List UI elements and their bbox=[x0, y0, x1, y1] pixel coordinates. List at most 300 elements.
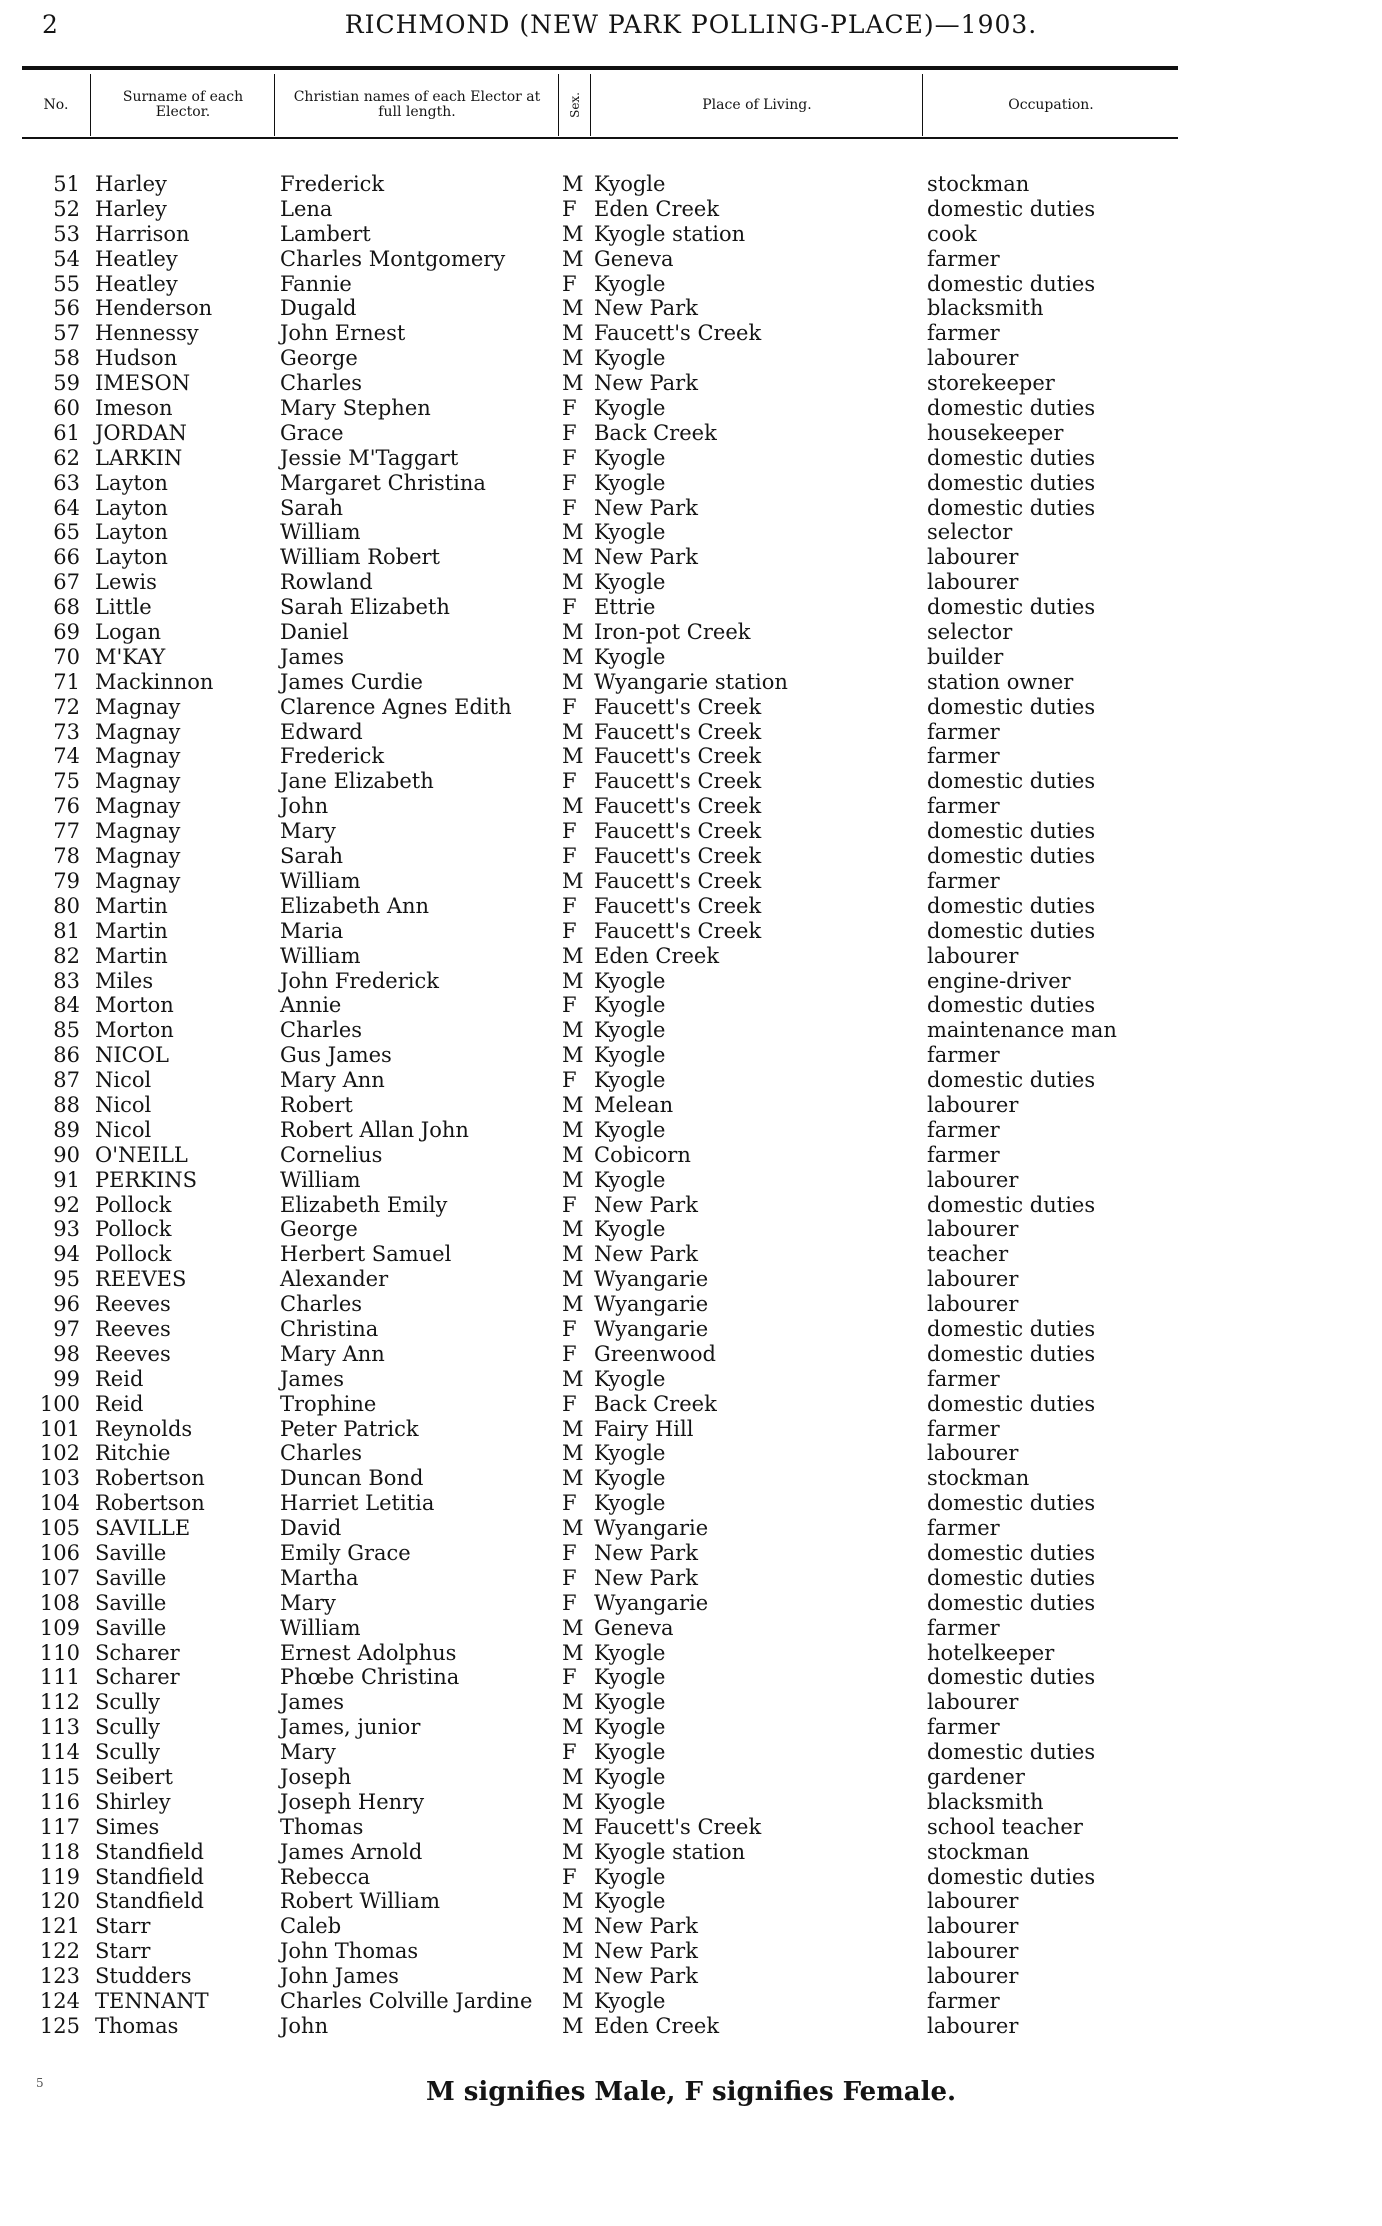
elector-occupation: labourer bbox=[927, 1690, 1019, 1715]
elector-surname: Reynolds bbox=[95, 1416, 193, 1441]
elector-occupation: station owner bbox=[927, 669, 1074, 694]
elector-place-of-living: New Park bbox=[594, 1242, 698, 1267]
table-row bbox=[0, 321, 1382, 346]
elector-number: 117 bbox=[39, 1814, 80, 1839]
elector-surname: Imeson bbox=[95, 396, 173, 421]
elector-sex: F bbox=[562, 1665, 577, 1690]
elector-christian-names: Fannie bbox=[280, 271, 352, 296]
table-row bbox=[0, 1043, 1382, 1068]
elector-christian-names: Sarah Elizabeth bbox=[280, 595, 450, 620]
elector-christian-names: Charles bbox=[280, 1441, 363, 1466]
elector-number: 65 bbox=[53, 520, 80, 545]
elector-place-of-living: Kyogle bbox=[594, 1889, 666, 1914]
elector-place-of-living: Faucett's Creek bbox=[594, 893, 762, 918]
elector-occupation: domestic duties bbox=[927, 1491, 1096, 1516]
elector-place-of-living: Kyogle bbox=[594, 1765, 666, 1789]
elector-surname: Pollock bbox=[95, 1242, 172, 1267]
elector-place-of-living: Faucett's Creek bbox=[594, 719, 762, 744]
elector-occupation: farmer bbox=[927, 719, 1000, 744]
header-separator bbox=[922, 74, 923, 136]
table-row bbox=[0, 1342, 1382, 1367]
elector-place-of-living: Kyogle bbox=[594, 1441, 666, 1466]
elector-surname: Scharer bbox=[95, 1640, 180, 1665]
elector-number: 53 bbox=[53, 221, 80, 246]
elector-occupation: farmer bbox=[927, 246, 1000, 271]
table-row bbox=[0, 172, 1382, 197]
elector-christian-names: James bbox=[280, 1366, 345, 1391]
table-row bbox=[0, 1267, 1382, 1292]
elector-place-of-living: Kyogle bbox=[594, 1690, 666, 1715]
table-row bbox=[0, 222, 1382, 247]
elector-occupation: farmer bbox=[927, 794, 1000, 819]
elector-occupation: domestic duties bbox=[927, 1391, 1096, 1416]
elector-christian-names: Caleb bbox=[280, 1914, 342, 1939]
elector-place-of-living: Kyogle bbox=[594, 1366, 666, 1391]
elector-number: 61 bbox=[53, 420, 80, 445]
elector-occupation: farmer bbox=[927, 1516, 1000, 1541]
elector-surname: Starr bbox=[95, 1939, 151, 1964]
elector-place-of-living: New Park bbox=[594, 495, 698, 520]
elector-place-of-living: Kyogle bbox=[594, 1740, 666, 1765]
table-row bbox=[0, 595, 1382, 620]
elector-place-of-living: Greenwood bbox=[594, 1341, 716, 1366]
elector-christian-names: Dugald bbox=[280, 296, 357, 321]
header-rule-top bbox=[22, 66, 1178, 70]
elector-number: 57 bbox=[53, 321, 80, 346]
elector-sex: F bbox=[562, 1590, 577, 1615]
elector-surname: Layton bbox=[95, 545, 168, 570]
table-row bbox=[0, 1441, 1382, 1466]
elector-number: 62 bbox=[53, 445, 80, 470]
elector-number: 75 bbox=[53, 769, 80, 794]
elector-surname: Saville bbox=[95, 1590, 167, 1615]
column-header-sex bbox=[560, 74, 590, 136]
elector-christian-names: William bbox=[280, 868, 361, 893]
elector-number: 122 bbox=[39, 1939, 80, 1964]
elector-place-of-living: Eden Creek bbox=[594, 943, 720, 968]
elector-number: 111 bbox=[39, 1665, 80, 1690]
table-row bbox=[0, 1093, 1382, 1118]
table-row bbox=[0, 272, 1382, 297]
elector-place-of-living: Iron-pot Creek bbox=[594, 620, 751, 645]
elector-place-of-living: Geneva bbox=[594, 1615, 674, 1640]
elector-place-of-living: Kyogle bbox=[594, 346, 666, 371]
table-row bbox=[0, 794, 1382, 819]
elector-sex: F bbox=[562, 893, 577, 918]
elector-christian-names: John Frederick bbox=[280, 968, 439, 993]
elector-sex: M bbox=[562, 545, 584, 570]
table-row bbox=[0, 396, 1382, 421]
elector-sex: M bbox=[562, 1267, 584, 1292]
elector-occupation: domestic duties bbox=[927, 1740, 1096, 1765]
elector-number: 105 bbox=[39, 1516, 80, 1541]
elector-christian-names: Sarah bbox=[280, 495, 343, 520]
elector-number: 112 bbox=[39, 1690, 80, 1715]
elector-occupation: labourer bbox=[927, 1292, 1019, 1317]
elector-christian-names: Christina bbox=[280, 1316, 379, 1341]
elector-christian-names: John bbox=[280, 794, 329, 819]
elector-occupation: housekeeper bbox=[927, 420, 1064, 445]
table-row bbox=[0, 471, 1382, 496]
table-row bbox=[0, 247, 1382, 272]
elector-christian-names: Jessie M'Taggart bbox=[280, 445, 459, 470]
elector-occupation: gardener bbox=[927, 1765, 1025, 1789]
elector-christian-names: James bbox=[280, 1690, 345, 1715]
elector-number: 110 bbox=[39, 1640, 80, 1665]
elector-number: 54 bbox=[53, 246, 80, 271]
elector-place-of-living: New Park bbox=[594, 1914, 698, 1939]
table-row bbox=[0, 197, 1382, 222]
elector-place-of-living: Kyogle bbox=[594, 1715, 666, 1740]
table-row bbox=[0, 1840, 1382, 1865]
elector-sex: M bbox=[562, 1715, 584, 1740]
elector-surname: Magnay bbox=[95, 819, 181, 844]
elector-occupation: blacksmith bbox=[927, 296, 1044, 321]
elector-surname: Nicol bbox=[95, 1068, 152, 1093]
elector-place-of-living: New Park bbox=[594, 545, 698, 570]
elector-sex: M bbox=[562, 1789, 584, 1814]
elector-christian-names: David bbox=[280, 1516, 342, 1541]
elector-sex: F bbox=[562, 595, 577, 620]
elector-place-of-living: New Park bbox=[594, 1939, 698, 1964]
elector-sex: F bbox=[562, 769, 577, 794]
elector-christian-names: Jane Elizabeth bbox=[280, 769, 434, 794]
elector-surname: Lewis bbox=[95, 570, 157, 595]
table-row bbox=[0, 1566, 1382, 1591]
elector-number: 90 bbox=[53, 1142, 80, 1167]
elector-number: 98 bbox=[53, 1341, 80, 1366]
elector-number: 83 bbox=[53, 968, 80, 993]
elector-occupation: farmer bbox=[927, 1142, 1000, 1167]
elector-occupation: domestic duties bbox=[927, 1864, 1096, 1889]
elector-number: 116 bbox=[39, 1789, 80, 1814]
elector-surname: Ritchie bbox=[95, 1441, 171, 1466]
elector-sex: M bbox=[562, 172, 584, 196]
elector-christian-names: James bbox=[280, 644, 345, 669]
elector-occupation: blacksmith bbox=[927, 1789, 1044, 1814]
elector-christian-names: Charles Montgomery bbox=[280, 246, 506, 271]
elector-sex: M bbox=[562, 371, 584, 396]
elector-number: 72 bbox=[53, 694, 80, 719]
elector-sex: M bbox=[562, 1167, 584, 1192]
elector-occupation: farmer bbox=[927, 1117, 1000, 1142]
elector-surname: Reeves bbox=[95, 1292, 171, 1317]
elector-place-of-living: Kyogle bbox=[594, 1640, 666, 1665]
elector-surname: Logan bbox=[95, 620, 162, 645]
elector-sex: F bbox=[562, 1192, 577, 1217]
elector-number: 73 bbox=[53, 719, 80, 744]
elector-place-of-living: New Park bbox=[594, 296, 698, 321]
elector-number: 78 bbox=[53, 844, 80, 869]
elector-place-of-living: Kyogle bbox=[594, 271, 666, 296]
elector-sex: M bbox=[562, 1043, 584, 1068]
elector-christian-names: James Curdie bbox=[280, 669, 423, 694]
elector-christian-names: Annie bbox=[280, 993, 342, 1018]
elector-occupation: selector bbox=[927, 620, 1013, 645]
elector-sex: M bbox=[562, 1018, 584, 1043]
elector-sex: M bbox=[562, 1366, 584, 1391]
table-row bbox=[0, 1914, 1382, 1939]
elector-surname: Martin bbox=[95, 943, 168, 968]
elector-number: 124 bbox=[39, 1989, 80, 2014]
elector-place-of-living: Faucett's Creek bbox=[594, 321, 762, 346]
elector-number: 82 bbox=[53, 943, 80, 968]
elector-surname: Harley bbox=[95, 172, 167, 196]
elector-christian-names: William bbox=[280, 943, 361, 968]
elector-christian-names: Frederick bbox=[280, 744, 385, 769]
elector-christian-names: Gus James bbox=[280, 1043, 392, 1068]
table-row bbox=[0, 1715, 1382, 1740]
elector-sex: M bbox=[562, 570, 584, 595]
elector-christian-names: John Thomas bbox=[280, 1939, 419, 1964]
table-row bbox=[0, 1217, 1382, 1242]
elector-occupation: domestic duties bbox=[927, 769, 1096, 794]
elector-sex: M bbox=[562, 1441, 584, 1466]
elector-occupation: domestic duties bbox=[927, 495, 1096, 520]
elector-number: 84 bbox=[53, 993, 80, 1018]
elector-occupation: domestic duties bbox=[927, 1192, 1096, 1217]
elector-number: 64 bbox=[53, 495, 80, 520]
elector-place-of-living: New Park bbox=[594, 1540, 698, 1565]
elector-occupation: selector bbox=[927, 520, 1013, 545]
elector-occupation: domestic duties bbox=[927, 694, 1096, 719]
elector-occupation: labourer bbox=[927, 1267, 1019, 1292]
table-row bbox=[0, 1665, 1382, 1690]
elector-number: 69 bbox=[53, 620, 80, 645]
elector-surname: Nicol bbox=[95, 1092, 152, 1117]
elector-place-of-living: New Park bbox=[594, 1565, 698, 1590]
elector-sex: M bbox=[562, 1292, 584, 1317]
elector-sex: F bbox=[562, 420, 577, 445]
elector-number: 58 bbox=[53, 346, 80, 371]
elector-christian-names: Elizabeth Ann bbox=[280, 893, 430, 918]
elector-surname: Magnay bbox=[95, 744, 181, 769]
table-row bbox=[0, 545, 1382, 570]
elector-surname: Heatley bbox=[95, 271, 178, 296]
elector-christian-names: Mary bbox=[280, 1590, 336, 1615]
elector-number: 87 bbox=[53, 1068, 80, 1093]
table-row bbox=[0, 1964, 1382, 1989]
elector-occupation: labourer bbox=[927, 346, 1019, 371]
elector-occupation: labourer bbox=[927, 2013, 1019, 2038]
elector-sex: F bbox=[562, 819, 577, 844]
header-separator bbox=[274, 74, 275, 136]
elector-number: 113 bbox=[39, 1715, 80, 1740]
elector-christian-names: William bbox=[280, 1167, 361, 1192]
elector-christian-names: Cornelius bbox=[280, 1142, 383, 1167]
elector-surname: Harrison bbox=[95, 221, 190, 246]
column-header-occupation: Occupation. bbox=[1008, 96, 1094, 113]
table-row bbox=[0, 695, 1382, 720]
header-rule-bottom bbox=[22, 137, 1178, 139]
elector-place-of-living: Faucett's Creek bbox=[594, 794, 762, 819]
table-row bbox=[0, 1790, 1382, 1815]
elector-surname: O'NEILL bbox=[95, 1142, 188, 1167]
elector-christian-names: Duncan Bond bbox=[280, 1466, 424, 1491]
elector-number: 68 bbox=[53, 595, 80, 620]
elector-number: 96 bbox=[53, 1292, 80, 1317]
elector-christian-names: Mary Ann bbox=[280, 1068, 385, 1093]
elector-sex: F bbox=[562, 918, 577, 943]
elector-number: 97 bbox=[53, 1316, 80, 1341]
elector-sex: M bbox=[562, 321, 584, 346]
table-row bbox=[0, 1068, 1382, 1093]
elector-sex: F bbox=[562, 1068, 577, 1093]
elector-occupation: labourer bbox=[927, 1441, 1019, 1466]
elector-sex: M bbox=[562, 1516, 584, 1541]
column-header-no: No. bbox=[43, 96, 69, 113]
elector-surname: Miles bbox=[95, 968, 154, 993]
table-row bbox=[0, 520, 1382, 545]
elector-surname: Little bbox=[95, 595, 152, 620]
elector-christian-names: Herbert Samuel bbox=[280, 1242, 452, 1267]
table-row bbox=[0, 296, 1382, 321]
elector-occupation: domestic duties bbox=[927, 1068, 1096, 1093]
table-row bbox=[0, 1367, 1382, 1392]
table-row bbox=[0, 1292, 1382, 1317]
elector-place-of-living: Faucett's Creek bbox=[594, 694, 762, 719]
elector-place-of-living: Faucett's Creek bbox=[594, 1814, 762, 1839]
elector-sex: M bbox=[562, 221, 584, 246]
elector-place-of-living: Kyogle bbox=[594, 570, 666, 595]
table-row bbox=[0, 620, 1382, 645]
elector-place-of-living: Kyogle bbox=[594, 1864, 666, 1889]
elector-surname: Standfield bbox=[95, 1889, 204, 1914]
elector-surname: Martin bbox=[95, 918, 168, 943]
elector-number: 109 bbox=[39, 1615, 80, 1640]
elector-surname: Layton bbox=[95, 495, 168, 520]
elector-sex: M bbox=[562, 1914, 584, 1939]
elector-surname: Saville bbox=[95, 1615, 167, 1640]
elector-occupation: domestic duties bbox=[927, 1316, 1096, 1341]
elector-sex: M bbox=[562, 868, 584, 893]
elector-surname: Mackinnon bbox=[95, 669, 214, 694]
elector-occupation: farmer bbox=[927, 1043, 1000, 1068]
elector-number: 114 bbox=[39, 1740, 80, 1765]
elector-christian-names: William bbox=[280, 520, 361, 545]
elector-occupation: builder bbox=[927, 644, 1004, 669]
elector-christian-names: George bbox=[280, 346, 358, 371]
elector-occupation: farmer bbox=[927, 1366, 1000, 1391]
elector-surname: Magnay bbox=[95, 844, 181, 869]
elector-sex: F bbox=[562, 993, 577, 1018]
elector-occupation: labourer bbox=[927, 943, 1019, 968]
table-row bbox=[0, 1889, 1382, 1914]
elector-occupation: farmer bbox=[927, 1416, 1000, 1441]
elector-occupation: labourer bbox=[927, 1167, 1019, 1192]
elector-occupation: farmer bbox=[927, 868, 1000, 893]
elector-number: 94 bbox=[53, 1242, 80, 1267]
elector-place-of-living: Kyogle bbox=[594, 1989, 666, 2014]
elector-place-of-living: Faucett's Creek bbox=[594, 819, 762, 844]
elector-surname: Morton bbox=[95, 1018, 174, 1043]
elector-christian-names: William Robert bbox=[280, 545, 440, 570]
elector-christian-names: Charles bbox=[280, 371, 363, 396]
elector-sex: F bbox=[562, 844, 577, 869]
table-row bbox=[0, 570, 1382, 595]
elector-surname: Henderson bbox=[95, 296, 213, 321]
elector-christian-names: William bbox=[280, 1615, 361, 1640]
table-row bbox=[0, 1417, 1382, 1442]
elector-sex: M bbox=[562, 620, 584, 645]
elector-surname: Reid bbox=[95, 1366, 144, 1391]
elector-sex: M bbox=[562, 968, 584, 993]
elector-surname: NICOL bbox=[95, 1043, 169, 1068]
elector-place-of-living: Wyangarie bbox=[594, 1316, 709, 1341]
elector-surname: Hudson bbox=[95, 346, 178, 371]
table-row bbox=[0, 1939, 1382, 1964]
elector-christian-names: Robert Allan John bbox=[280, 1117, 469, 1142]
elector-christian-names: Joseph bbox=[280, 1765, 352, 1789]
elector-christian-names: Phœbe Christina bbox=[280, 1665, 460, 1690]
elector-sex: M bbox=[562, 1839, 584, 1864]
elector-occupation: stockman bbox=[927, 1839, 1030, 1864]
elector-sex: M bbox=[562, 1416, 584, 1441]
elector-occupation: teacher bbox=[927, 1242, 1009, 1267]
column-header-sex-label: Sex. bbox=[567, 92, 582, 118]
elector-occupation: farmer bbox=[927, 321, 1000, 346]
elector-christian-names: Frederick bbox=[280, 172, 385, 196]
table-row bbox=[0, 819, 1382, 844]
elector-surname: PERKINS bbox=[95, 1167, 198, 1192]
footer-mark: 5 bbox=[36, 2076, 44, 2090]
table-row bbox=[0, 869, 1382, 894]
elector-sex: M bbox=[562, 1964, 584, 1989]
elector-number: 120 bbox=[39, 1889, 80, 1914]
table-row bbox=[0, 1690, 1382, 1715]
elector-occupation: cook bbox=[927, 221, 977, 246]
page-title: RICHMOND (NEW PARK POLLING-PLACE)—1903. bbox=[344, 10, 1038, 39]
elector-surname: Pollock bbox=[95, 1192, 172, 1217]
elector-surname: Magnay bbox=[95, 719, 181, 744]
elector-place-of-living: Kyogle bbox=[594, 968, 666, 993]
elector-number: 81 bbox=[53, 918, 80, 943]
elector-number: 106 bbox=[39, 1540, 80, 1565]
elector-sex: M bbox=[562, 1889, 584, 1914]
elector-occupation: domestic duties bbox=[927, 918, 1096, 943]
table-row bbox=[0, 1018, 1382, 1043]
elector-number: 123 bbox=[39, 1964, 80, 1989]
elector-surname: Standfield bbox=[95, 1839, 204, 1864]
elector-sex: M bbox=[562, 1640, 584, 1665]
elector-sex: F bbox=[562, 1864, 577, 1889]
elector-surname: Harley bbox=[95, 196, 167, 221]
elector-place-of-living: Kyogle bbox=[594, 1043, 666, 1068]
elector-christian-names: Mary bbox=[280, 1740, 336, 1765]
table-row bbox=[0, 769, 1382, 794]
elector-place-of-living: Geneva bbox=[594, 246, 674, 271]
elector-occupation: domestic duties bbox=[927, 396, 1096, 421]
elector-number: 51 bbox=[53, 172, 80, 196]
elector-place-of-living: New Park bbox=[594, 371, 698, 396]
elector-surname: Studders bbox=[95, 1964, 192, 1989]
elector-surname: Magnay bbox=[95, 769, 181, 794]
elector-christian-names: George bbox=[280, 1217, 358, 1242]
elector-sex: F bbox=[562, 1316, 577, 1341]
elector-christian-names: Mary Ann bbox=[280, 1341, 385, 1366]
elector-number: 89 bbox=[53, 1117, 80, 1142]
elector-occupation: school teacher bbox=[927, 1814, 1083, 1839]
table-row bbox=[0, 346, 1382, 371]
elector-number: 86 bbox=[53, 1043, 80, 1068]
elector-sex: M bbox=[562, 1142, 584, 1167]
elector-place-of-living: Kyogle bbox=[594, 1167, 666, 1192]
elector-place-of-living: Faucett's Creek bbox=[594, 844, 762, 869]
elector-surname: Thomas bbox=[95, 2013, 179, 2038]
elector-sex: M bbox=[562, 246, 584, 271]
elector-sex: M bbox=[562, 1939, 584, 1964]
elector-sex: M bbox=[562, 669, 584, 694]
